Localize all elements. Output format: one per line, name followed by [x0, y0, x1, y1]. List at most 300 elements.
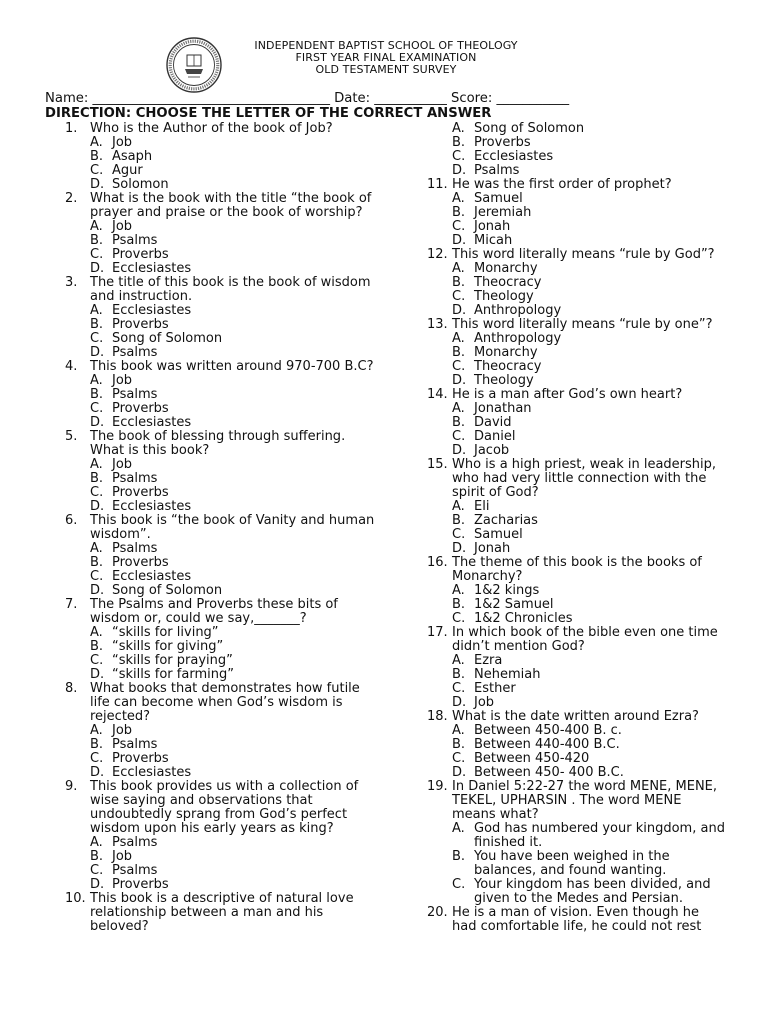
answer-option: [452, 878, 727, 906]
answer-option: [452, 192, 727, 206]
question-16: [427, 556, 727, 626]
option-text: Eli: [474, 499, 490, 514]
question-9: [65, 780, 375, 892]
question-4-options: [65, 374, 375, 430]
question-number: 17.: [427, 625, 448, 640]
answer-option: [90, 416, 375, 430]
option-letter: C.: [452, 527, 466, 542]
option-text: Asaph: [112, 149, 153, 164]
option-letter: D.: [452, 303, 467, 318]
answer-option: [452, 850, 727, 878]
option-letter: A.: [90, 373, 103, 388]
name-date-score-line: Name: ____________________________________ Date: ___________ Score: ___________: [45, 91, 570, 106]
question-11-prompt: [427, 178, 727, 192]
option-text: Ecclesiastes: [112, 499, 192, 514]
answer-option: [452, 766, 727, 780]
answer-option: [452, 612, 727, 626]
answer-option: [90, 374, 375, 388]
option-text: Job: [112, 135, 133, 150]
question-8-options: [65, 724, 375, 780]
option-letter: B.: [452, 849, 466, 864]
question-10: [65, 892, 375, 934]
question-1-prompt: [65, 122, 375, 136]
answer-option: [90, 136, 375, 150]
question-text: This book is a descriptive of natural love relationship between a man and his beloved?: [90, 891, 354, 934]
question-8-prompt: [65, 682, 375, 724]
question-14-prompt: [427, 388, 727, 402]
question-number: 12.: [427, 247, 448, 262]
option-text: You have been weighed in the balances, and found wanting.: [474, 849, 670, 878]
right-question-column: [427, 122, 727, 934]
question-number: 16.: [427, 555, 448, 570]
answer-option: [452, 136, 727, 150]
answer-option: [90, 486, 375, 500]
answer-option: [90, 724, 375, 738]
option-text: Ecclesiastes: [474, 149, 554, 164]
option-text: Ecclesiastes: [112, 415, 192, 430]
question-number: 18.: [427, 709, 448, 724]
option-letter: A.: [90, 541, 103, 556]
option-text: Zacharias: [474, 513, 538, 528]
option-text: “skills for giving”: [112, 639, 224, 654]
option-letter: B.: [452, 275, 466, 290]
answer-option: [90, 738, 375, 752]
option-letter: D.: [90, 667, 105, 682]
question-number: 19.: [427, 779, 448, 794]
option-letter: A.: [452, 121, 465, 136]
answer-option: [452, 402, 727, 416]
option-text: Theology: [474, 289, 534, 304]
question-16-options: [427, 584, 727, 626]
option-text: Job: [112, 723, 133, 738]
answer-option: [90, 346, 375, 360]
option-text: Theocracy: [474, 275, 542, 290]
answer-option: [452, 738, 727, 752]
answer-option: [452, 360, 727, 374]
option-text: Proverbs: [112, 247, 169, 262]
option-letter: C.: [452, 359, 466, 374]
option-text: Daniel: [474, 429, 516, 444]
question-5: [65, 430, 375, 514]
answer-option: [90, 654, 375, 668]
option-letter: B.: [90, 471, 104, 486]
answer-option: [90, 752, 375, 766]
answer-option: [90, 248, 375, 262]
option-letter: D.: [90, 415, 105, 430]
question-number: 14.: [427, 387, 448, 402]
answer-option: [90, 766, 375, 780]
option-text: Ecclesiastes: [112, 303, 192, 318]
question-3-prompt: [65, 276, 375, 304]
answer-option: [90, 472, 375, 486]
answer-option: [452, 444, 727, 458]
question-18-prompt: [427, 710, 727, 724]
answer-option: [452, 276, 727, 290]
option-letter: C.: [452, 289, 466, 304]
option-letter: D.: [90, 583, 105, 598]
answer-option: [452, 696, 727, 710]
option-text: Ezra: [474, 653, 503, 668]
option-letter: B.: [452, 135, 466, 150]
option-text: Psalms: [112, 737, 158, 752]
option-text: Psalms: [474, 163, 520, 178]
option-text: Nehemiah: [474, 667, 541, 682]
option-letter: D.: [452, 373, 467, 388]
option-text: Ecclesiastes: [112, 569, 192, 584]
question-text: What is the date written around Ezra?: [452, 709, 699, 724]
answer-option: [90, 836, 375, 850]
option-letter: B.: [452, 597, 466, 612]
answer-option: [452, 374, 727, 388]
question-number: 11.: [427, 177, 448, 192]
option-text: Psalms: [112, 471, 158, 486]
option-letter: B.: [90, 233, 104, 248]
option-letter: C.: [90, 863, 104, 878]
exam-title: FIRST YEAR FINAL EXAMINATION: [295, 51, 477, 64]
option-text: Proverbs: [112, 485, 169, 500]
question-text: This book is “the book of Vanity and human wisdom”.: [90, 513, 375, 542]
answer-option: [452, 668, 727, 682]
question-number: 9.: [65, 779, 78, 794]
option-text: Proverbs: [112, 317, 169, 332]
answer-option: [452, 430, 727, 444]
option-letter: C.: [90, 485, 104, 500]
question-19: [427, 780, 727, 906]
answer-option: [90, 878, 375, 892]
answer-option: [452, 332, 727, 346]
option-letter: A.: [90, 723, 103, 738]
option-letter: B.: [452, 513, 466, 528]
option-letter: B.: [452, 415, 466, 430]
answer-option: [452, 752, 727, 766]
option-text: Anthropology: [474, 303, 562, 318]
answer-option: [452, 220, 727, 234]
option-letter: B.: [452, 205, 466, 220]
answer-option: [90, 304, 375, 318]
option-letter: B.: [452, 667, 466, 682]
option-text: Between 450-400 B. c.: [474, 723, 622, 738]
answer-option: [90, 402, 375, 416]
direction-text: DIRECTION: CHOOSE THE LETTER OF THE CORRECT ANSWER: [45, 106, 492, 121]
option-text: Samuel: [474, 527, 523, 542]
option-letter: D.: [452, 765, 467, 780]
option-text: Esther: [474, 681, 516, 696]
question-20-prompt: [427, 906, 727, 934]
option-text: Job: [112, 373, 133, 388]
answer-option: [452, 122, 727, 136]
option-text: Anthropology: [474, 331, 562, 346]
option-text: Psalms: [112, 835, 158, 850]
question-16-prompt: [427, 556, 727, 584]
question-3: [65, 276, 375, 360]
option-text: Ecclesiastes: [112, 261, 192, 276]
option-letter: B.: [90, 555, 104, 570]
answer-option: [452, 164, 727, 178]
answer-option: [452, 654, 727, 668]
option-letter: A.: [452, 499, 465, 514]
question-18: [427, 710, 727, 780]
question-12: [427, 248, 727, 318]
question-number: 20.: [427, 905, 448, 920]
option-text: Monarchy: [474, 261, 538, 276]
option-letter: C.: [452, 877, 466, 892]
answer-option: [90, 388, 375, 402]
option-letter: B.: [90, 639, 104, 654]
answer-option: [90, 150, 375, 164]
left-question-column: [65, 122, 375, 934]
question-text: In which book of the bible even one time didn’t mention God?: [452, 625, 718, 654]
question-7-options: [65, 626, 375, 682]
question-text: The Psalms and Proverbs these bits of wisdom or, could we say,_______?: [90, 597, 338, 626]
option-letter: D.: [90, 177, 105, 192]
question-10-options-continued: [427, 122, 727, 178]
option-text: Psalms: [112, 863, 158, 878]
question-4: [65, 360, 375, 430]
option-letter: A.: [452, 583, 465, 598]
question-number: 8.: [65, 681, 78, 696]
answer-option: [90, 570, 375, 584]
answer-option: [452, 598, 727, 612]
answer-option: [90, 234, 375, 248]
option-text: Proverbs: [474, 135, 531, 150]
option-text: Proverbs: [112, 401, 169, 416]
option-text: Ecclesiastes: [112, 765, 192, 780]
option-letter: C.: [452, 751, 466, 766]
option-letter: D.: [90, 765, 105, 780]
answer-option: [90, 668, 375, 682]
option-text: Psalms: [112, 345, 158, 360]
option-text: 1&2 Samuel: [474, 597, 554, 612]
question-13-prompt: [427, 318, 727, 332]
option-letter: D.: [90, 877, 105, 892]
option-text: Solomon: [112, 177, 169, 192]
option-letter: A.: [452, 723, 465, 738]
question-1: [65, 122, 375, 192]
option-text: Between 450-420: [474, 751, 590, 766]
option-letter: A.: [452, 191, 465, 206]
answer-option: [90, 178, 375, 192]
option-text: “skills for farming”: [112, 667, 234, 682]
question-15: [427, 458, 727, 556]
question-text: This book provides us with a collection of wise saying and observations that undoubtedly sprang from God’s perfect wisdom upon his early years as king?: [90, 779, 359, 836]
option-letter: C.: [452, 611, 466, 626]
school-name: INDEPENDENT BAPTIST SCHOOL OF THEOLOGY: [254, 39, 518, 52]
question-number: 3.: [65, 275, 78, 290]
question-19-options: [427, 822, 727, 906]
question-13-options: [427, 332, 727, 388]
option-letter: C.: [90, 331, 104, 346]
question-5-options: [65, 458, 375, 514]
option-text: 1&2 kings: [474, 583, 540, 598]
option-text: Proverbs: [112, 751, 169, 766]
question-12-options: [427, 262, 727, 318]
question-11: [427, 178, 727, 248]
question-2-prompt: [65, 192, 375, 220]
answer-option: [452, 304, 727, 318]
question-text: What books that demonstrates how futile life can become when God’s wisdom is rejected?: [90, 681, 360, 724]
question-3-options: [65, 304, 375, 360]
answer-option: [452, 514, 727, 528]
question-18-options: [427, 724, 727, 780]
answer-option: [90, 500, 375, 514]
answer-option: [90, 850, 375, 864]
option-letter: A.: [452, 331, 465, 346]
option-text: Song of Solomon: [112, 331, 223, 346]
option-text: Samuel: [474, 191, 523, 206]
option-letter: A.: [452, 401, 465, 416]
question-15-options: [427, 500, 727, 556]
option-text: Proverbs: [112, 555, 169, 570]
question-14: [427, 388, 727, 458]
answer-option: [452, 724, 727, 738]
question-9-prompt: [65, 780, 375, 836]
question-19-prompt: [427, 780, 727, 822]
answer-option: [452, 528, 727, 542]
option-text: Jonah: [474, 219, 511, 234]
option-letter: A.: [90, 135, 103, 150]
question-text: Who is a high priest, weak in leadership, who had very little connection with the spirit of God?: [452, 457, 717, 500]
answer-option: [90, 640, 375, 654]
option-text: Monarchy: [474, 345, 538, 360]
option-text: Song of Solomon: [474, 121, 585, 136]
option-letter: A.: [452, 261, 465, 276]
question-17-prompt: [427, 626, 727, 654]
question-7-prompt: [65, 598, 375, 626]
answer-option: [90, 220, 375, 234]
question-14-options: [427, 402, 727, 458]
option-letter: C.: [452, 219, 466, 234]
question-number: 7.: [65, 597, 78, 612]
question-17-options: [427, 654, 727, 710]
option-letter: C.: [452, 429, 466, 444]
option-letter: D.: [452, 695, 467, 710]
option-letter: B.: [90, 149, 104, 164]
option-letter: C.: [452, 681, 466, 696]
answer-option: [90, 164, 375, 178]
option-letter: A.: [90, 625, 103, 640]
option-letter: B.: [90, 737, 104, 752]
question-number: 4.: [65, 359, 78, 374]
option-letter: D.: [452, 541, 467, 556]
question-number: 2.: [65, 191, 78, 206]
question-number: 6.: [65, 513, 78, 528]
option-letter: C.: [90, 401, 104, 416]
option-text: Job: [112, 849, 133, 864]
question-text: What is the book with the title “the book of prayer and praise or the book of worship?: [90, 191, 372, 220]
question-2: [65, 192, 375, 276]
option-text: Your kingdom has been divided, and given to the Medes and Persian.: [474, 877, 711, 906]
question-text: He is a man of vision. Even though he had comfortable life, he could not rest: [452, 905, 702, 934]
question-20: [427, 906, 727, 934]
question-2-options: [65, 220, 375, 276]
question-7: [65, 598, 375, 682]
question-11-options: [427, 192, 727, 248]
answer-option: [90, 458, 375, 472]
question-text: In Daniel 5:22-27 the word MENE, MENE, TEKEL, UPHARSIN . The word MENE means what?: [452, 779, 718, 822]
option-text: Job: [474, 695, 495, 710]
option-letter: D.: [90, 345, 105, 360]
question-17: [427, 626, 727, 710]
answer-option: [90, 332, 375, 346]
answer-option: [452, 346, 727, 360]
answer-option: [90, 318, 375, 332]
question-number: 15.: [427, 457, 448, 472]
option-letter: B.: [452, 345, 466, 360]
question-8: [65, 682, 375, 780]
answer-option: [452, 682, 727, 696]
option-text: Jeremiah: [474, 205, 532, 220]
question-text: The theme of this book is the books of Monarchy?: [452, 555, 702, 584]
option-text: “skills for praying”: [112, 653, 233, 668]
question-number: 1.: [65, 121, 78, 136]
option-letter: C.: [90, 751, 104, 766]
answer-option: [452, 150, 727, 164]
option-letter: A.: [90, 219, 103, 234]
option-text: Job: [112, 219, 133, 234]
option-text: God has numbered your kingdom, and finished it.: [474, 821, 725, 850]
option-text: David: [474, 415, 512, 430]
option-text: Micah: [474, 233, 513, 248]
question-text: This word literally means “rule by God”?: [452, 247, 715, 262]
answer-option: [90, 556, 375, 570]
option-text: Jonathan: [474, 401, 532, 416]
option-letter: D.: [452, 163, 467, 178]
question-13: [427, 318, 727, 388]
answer-option: [452, 542, 727, 556]
option-text: Agur: [112, 163, 143, 178]
answer-option: [452, 500, 727, 514]
option-letter: A.: [452, 821, 465, 836]
option-letter: A.: [452, 653, 465, 668]
question-12-prompt: [427, 248, 727, 262]
option-text: Song of Solomon: [112, 583, 223, 598]
question-text: The book of blessing through suffering. What is this book?: [90, 429, 346, 458]
question-text: He is a man after God’s own heart?: [452, 387, 683, 402]
answer-option: [452, 234, 727, 248]
option-letter: C.: [90, 163, 104, 178]
question-text: He was the first order of prophet?: [452, 177, 672, 192]
answer-option: [90, 542, 375, 556]
option-text: Between 450- 400 B.C.: [474, 765, 624, 780]
answer-option: [90, 584, 375, 598]
question-10-prompt: [65, 892, 375, 934]
subject-title: OLD TESTAMENT SURVEY: [315, 63, 457, 76]
question-number: 10.: [65, 891, 86, 906]
question-6-options: [65, 542, 375, 598]
option-text: 1&2 Chronicles: [474, 611, 573, 626]
question-6-prompt: [65, 514, 375, 542]
question-10-options: [427, 122, 727, 178]
question-15-prompt: [427, 458, 727, 500]
option-letter: B.: [90, 317, 104, 332]
option-letter: C.: [90, 569, 104, 584]
question-9-options: [65, 836, 375, 892]
option-letter: D.: [90, 499, 105, 514]
option-text: “skills for living”: [112, 625, 219, 640]
answer-option: [452, 822, 727, 850]
answer-option: [452, 206, 727, 220]
option-letter: C.: [90, 653, 104, 668]
option-letter: C.: [90, 247, 104, 262]
option-text: Theocracy: [474, 359, 542, 374]
question-4-prompt: [65, 360, 375, 374]
option-letter: A.: [90, 303, 103, 318]
question-text: This word literally means “rule by one”?: [452, 317, 713, 332]
option-letter: D.: [452, 233, 467, 248]
option-text: Theology: [474, 373, 534, 388]
option-letter: A.: [90, 457, 103, 472]
answer-option: [452, 262, 727, 276]
